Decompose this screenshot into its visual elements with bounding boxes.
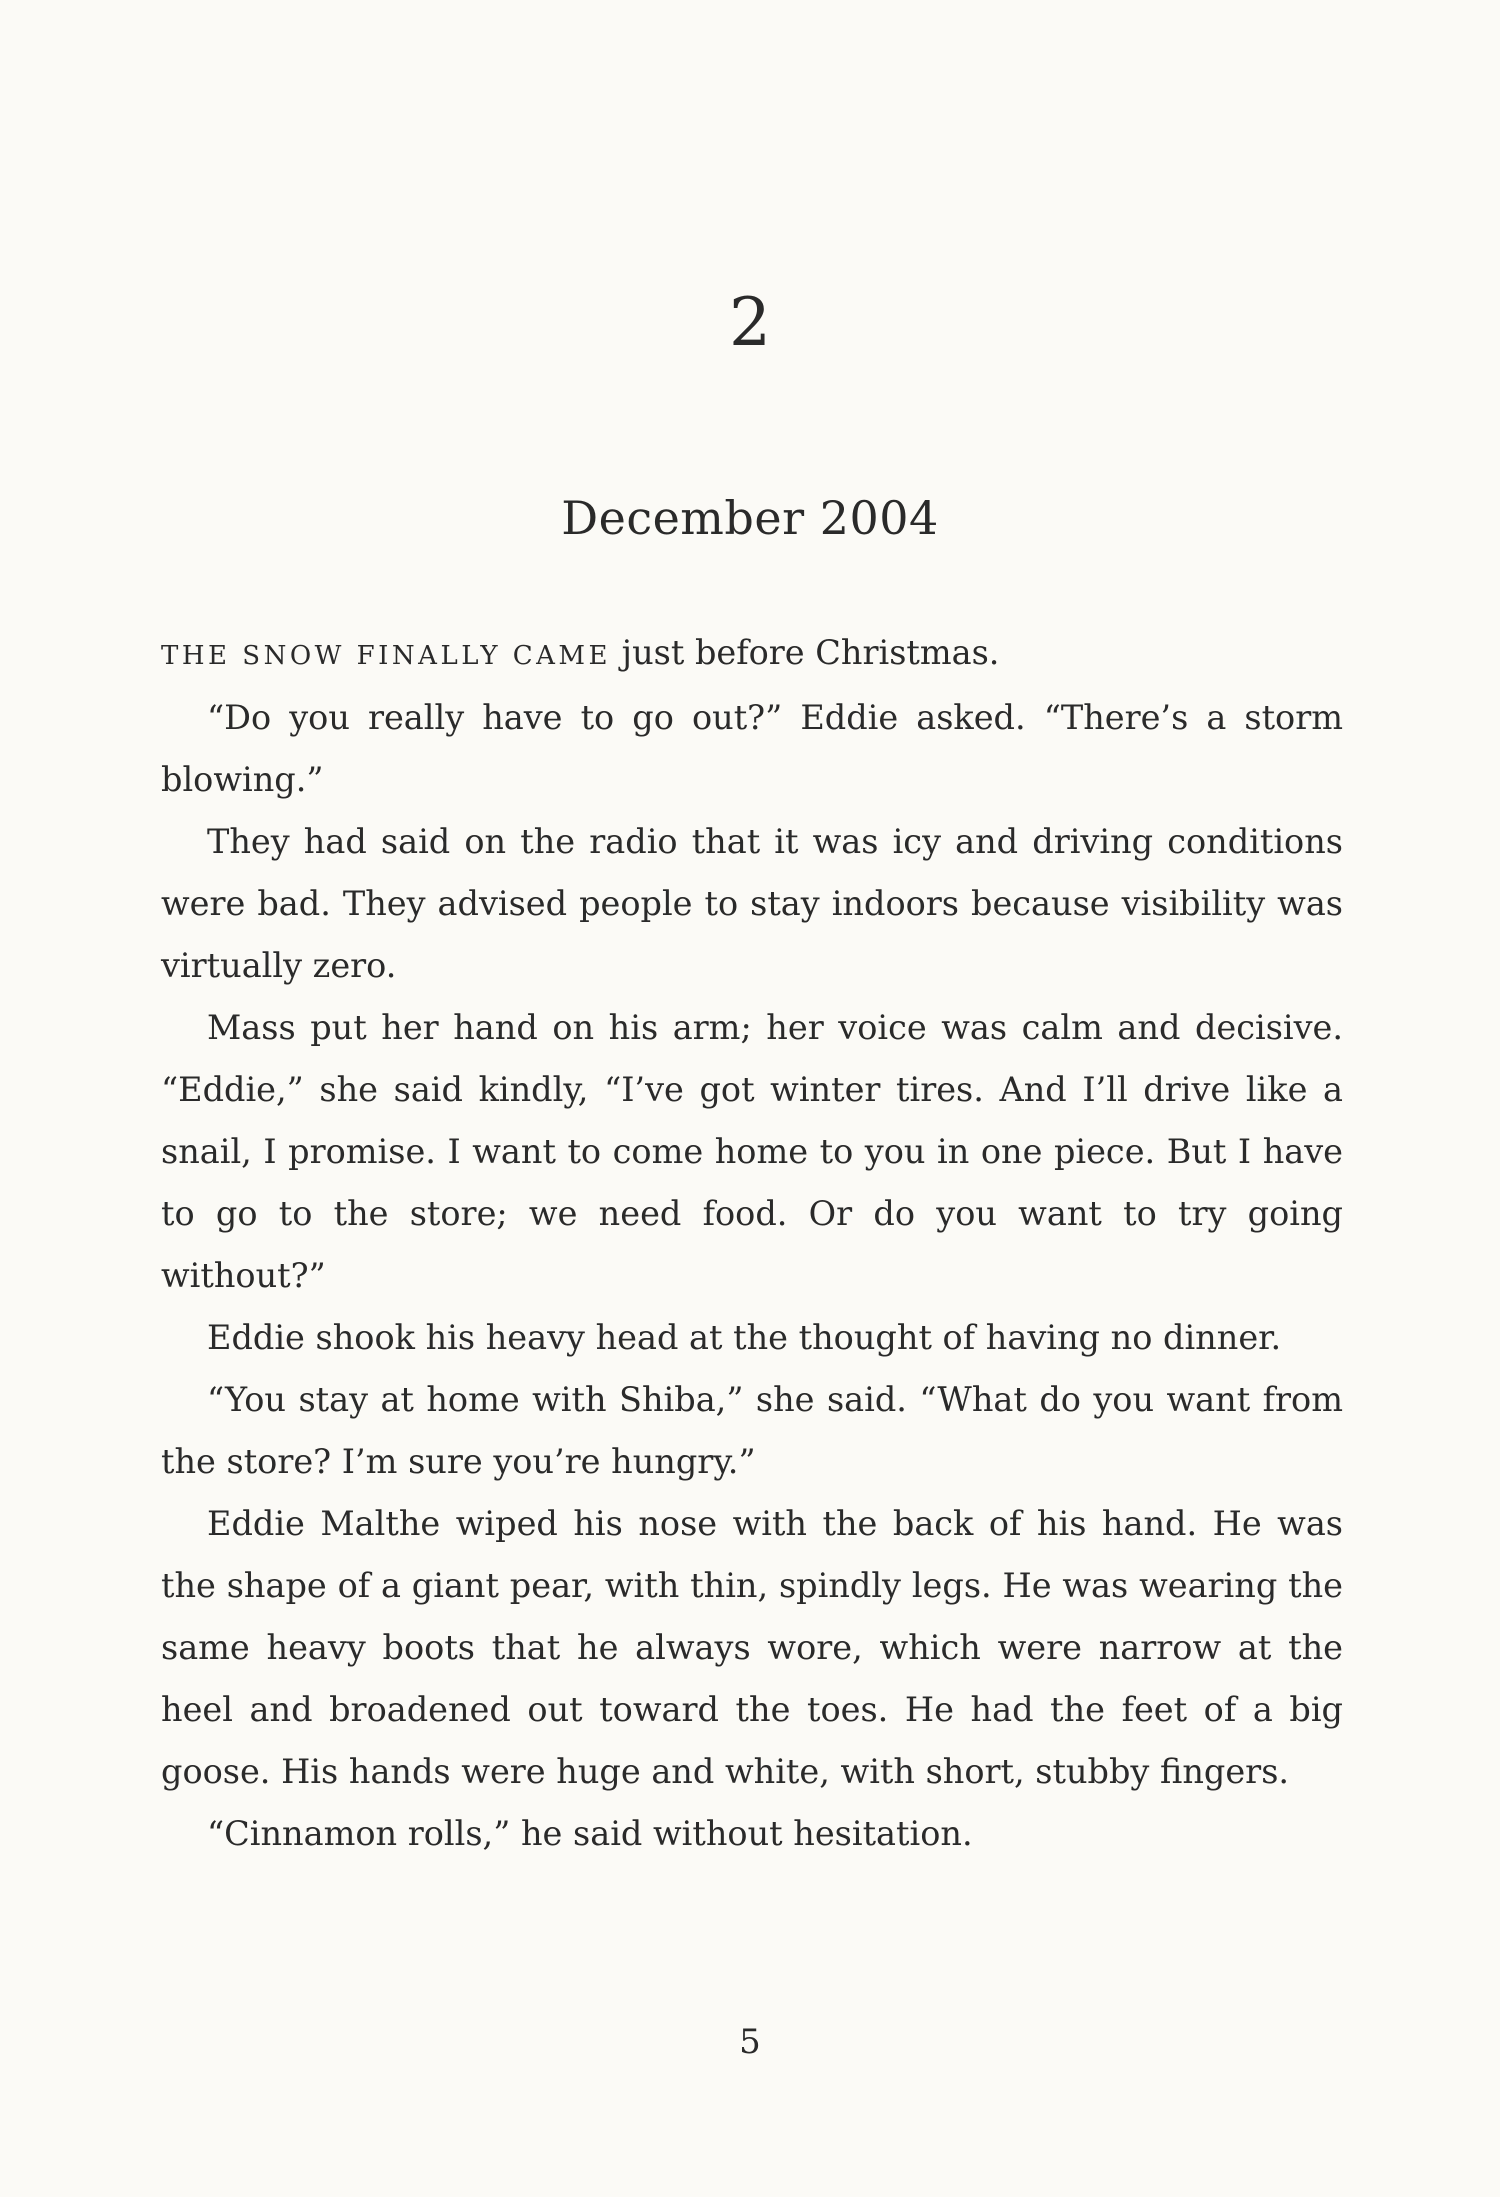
paragraph: “You stay at home with Shiba,” she said. “What do you want from the store? I’m sure you’re hungry.” [161,1380,1343,1481]
paragraph: “Cinnamon rolls,” he said without hesitation. [207,1814,973,1853]
paragraph: They had said on the radio that it was icy and driving conditions were bad. They advised people to stay indoors because visibility was virtually zero. [161,822,1343,985]
chapter-title: December 2004 [561,491,939,545]
paragraph-text: just before Christmas. [611,633,1000,672]
chapter-number: 2 [729,284,771,361]
page-number: 5 [739,2022,761,2062]
opening-small-caps: THE SNOW FINALLY CAME [161,641,612,671]
paragraph: “Do you really have to go out?” Eddie asked. “There’s a storm blowing.” [161,698,1343,799]
paragraph [161,622,1343,687]
paragraph: Eddie shook his heavy head at the thought of having no dinner. [207,1318,1282,1357]
body-text [161,622,1343,1865]
paragraph: Mass put her hand on his arm; her voice was calm and decisive. “Eddie,” she said kindly, “I’ve got winter tires. And I’ll drive like a snail, I promise. I want to come home to you in one piece. But I have to go to the store; we need food. Or do you want to try going without?” [161,1008,1343,1295]
paragraph: Eddie Malthe wiped his nose with the back of his hand. He was the shape of a giant pear, with thin, spindly legs. He was wearing the same heavy boots that he always wore, which were narrow at the heel and broadened out toward the toes. He had the feet of a big goose. His hands were huge and white, with short, stubby fingers. [161,1504,1343,1791]
